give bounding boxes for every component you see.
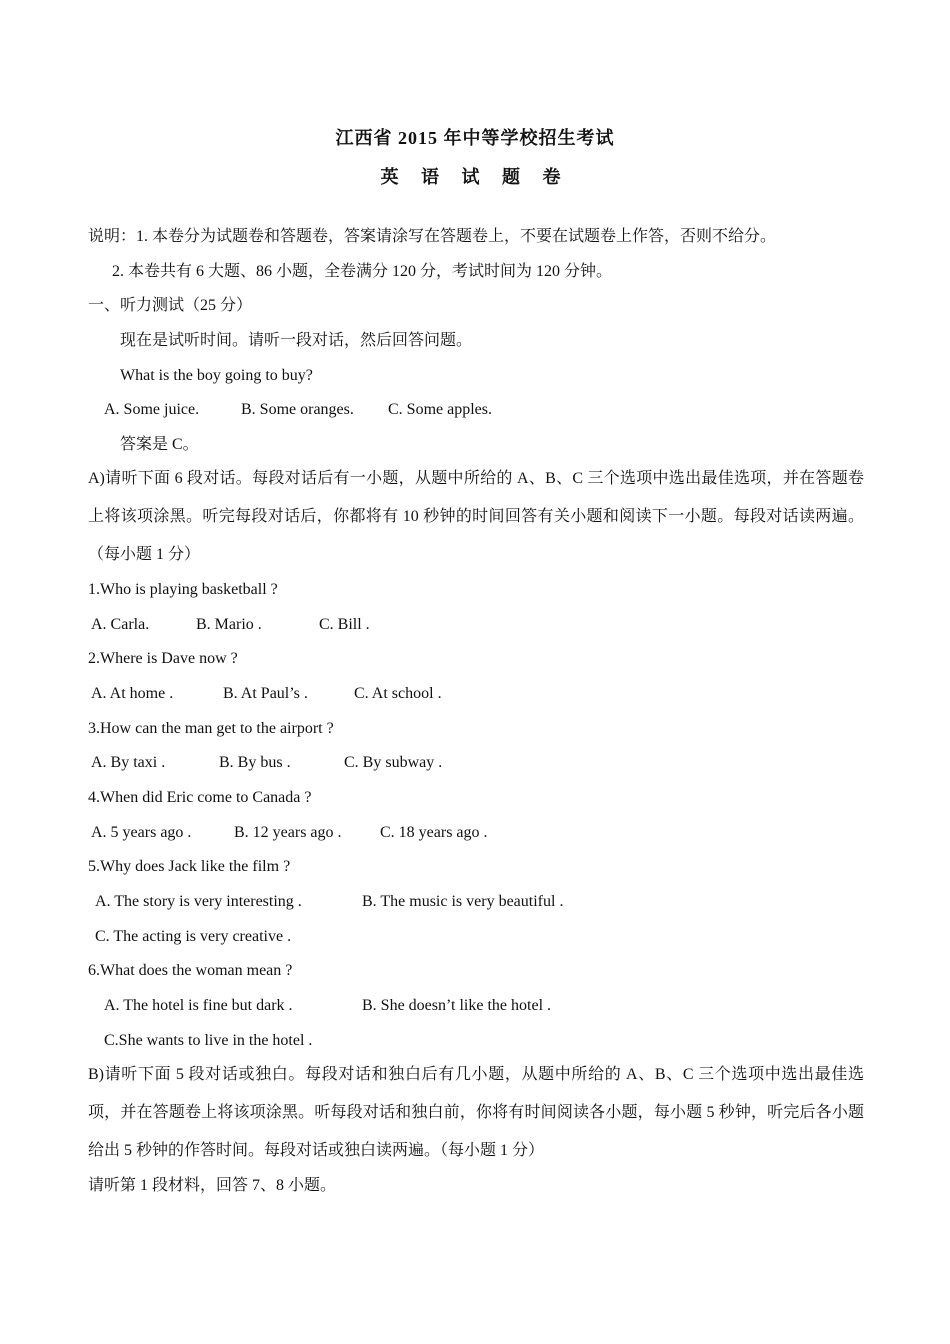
material-1-prompt: 请听第 1 段材料，回答 7、8 小题。 (88, 1177, 337, 1194)
part-b-instructions: B)请听下面 5 段对话或独白。每段对话和独白后有几小题，从题中所给的 A、B、C 三个选项中选出最佳选项，并在答题卷上将该项涂黑。听每段对话和独白前，你将有时间阅读各小题，每小题 5 秒钟，听完后各小题给出 5 秒钟的作答时间。每段对话或独白读两遍。（每小题 1 分） (88, 1066, 864, 1159)
q3-option-a: A. By taxi . (91, 754, 166, 771)
q4-option-c: C. 18 years ago . (380, 824, 488, 841)
q1-option-a: A. Carla. (91, 616, 150, 633)
q3-option-b: B. By bus . (219, 754, 291, 771)
q1-option-b: B. Mario . (196, 616, 262, 633)
q4-option-b: B. 12 years ago . (234, 824, 342, 841)
sample-option-c: C. Some apples. (388, 401, 492, 418)
note-line-1: 说明：1. 本卷分为试题卷和答题卷，答案请涂写在答题卷上，不要在试题卷上作答，否则不给分。 (88, 228, 777, 245)
question-5: 5.Why does Jack like the film ? (88, 858, 291, 875)
q2-option-c: C. At school . (354, 685, 442, 702)
question-2: 2.Where is Dave now ? (88, 650, 238, 667)
sample-intro: 现在是试听时间。请听一段对话，然后回答问题。 (120, 332, 473, 349)
note-line-2: 2. 本卷共有 6 大题、86 小题，全卷满分 120 分，考试时间为 120 分钟。 (112, 263, 613, 280)
part-a-instructions: A)请听下面 6 段对话。每段对话后有一小题，从题中所给的 A、B、C 三个选项中选出最佳选项，并在答题卷上将该项涂黑。听完每段对话后，你都将有 10 秒钟的时间回答有关小题和阅读下一小题。每段对话读两遍。（每小题 1 分） (88, 470, 864, 563)
question-1: 1.Who is playing basketball ? (88, 581, 278, 598)
sample-option-a: A. Some juice. (104, 401, 200, 418)
section-heading: 一、听力测试（25 分） (88, 297, 253, 314)
q3-option-c: C. By subway . (344, 754, 443, 771)
q6-option-a: A. The hotel is fine but dark . (104, 997, 293, 1014)
q2-option-a: A. At home . (91, 685, 174, 702)
q6-option-c: C.She wants to live in the hotel . (104, 1032, 313, 1049)
q5-option-c: C. The acting is very creative . (95, 928, 292, 945)
sample-question: What is the boy going to buy? (120, 367, 313, 384)
exam-subtitle: 英 语 试 题 卷 (380, 167, 570, 187)
exam-title: 江西省 2015 年中等学校招生考试 (335, 128, 615, 148)
question-6: 6.What does the woman mean ? (88, 962, 293, 979)
q5-option-b: B. The music is very beautiful . (362, 893, 564, 910)
sample-option-b: B. Some oranges. (241, 401, 354, 418)
q6-option-b: B. She doesn’t like the hotel . (362, 997, 552, 1014)
question-4: 4.When did Eric come to Canada ? (88, 789, 312, 806)
q5-option-a: A. The story is very interesting . (95, 893, 302, 910)
q4-option-a: A. 5 years ago . (91, 824, 192, 841)
sample-answer: 答案是 C。 (120, 436, 199, 453)
q1-option-c: C. Bill . (319, 616, 370, 633)
q2-option-b: B. At Paul’s . (223, 685, 308, 702)
question-3: 3.How can the man get to the airport ? (88, 720, 334, 737)
